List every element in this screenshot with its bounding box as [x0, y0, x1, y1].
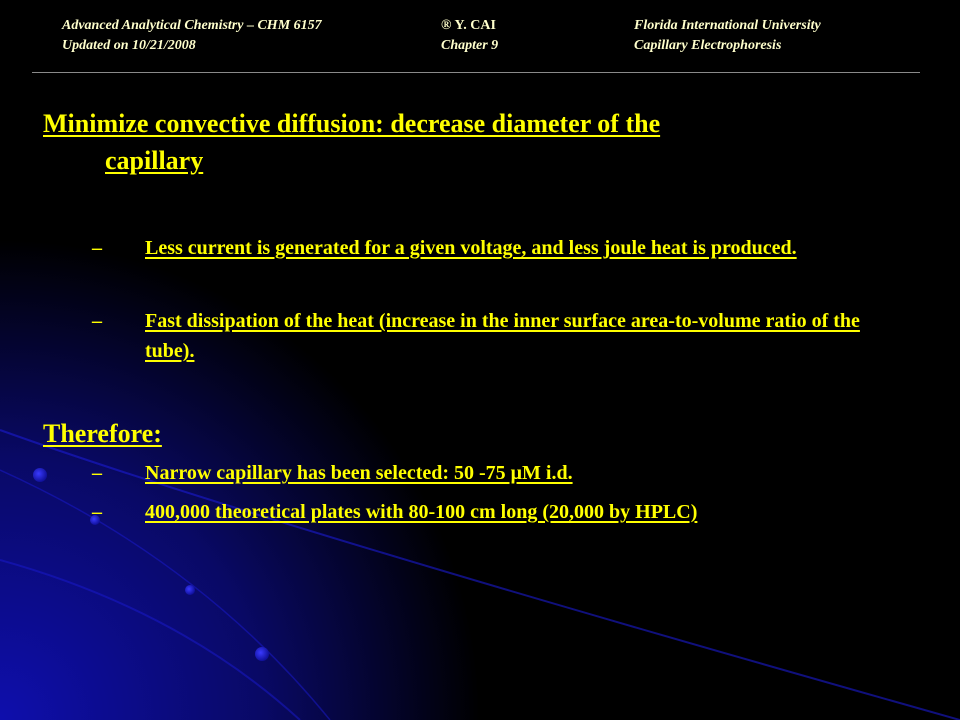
university: Florida International University — [634, 18, 821, 33]
therefore-heading: Therefore: — [43, 419, 162, 448]
bullet-dash: – — [92, 501, 102, 523]
slide-header — [0, 16, 960, 60]
bullet-text: 400,000 theoretical plates with 80-100 cm long (20,000 by HPLC) — [145, 501, 698, 523]
header-course-info — [62, 16, 322, 56]
bullet-dash: – — [92, 310, 102, 332]
bullet-dash: – — [92, 237, 102, 259]
chapter: Chapter 9 — [441, 38, 499, 53]
header-university-info — [634, 16, 821, 56]
decorative-dot — [255, 647, 269, 661]
author: ® Y. CAI — [441, 18, 496, 33]
title-line-1: Minimize convective diffusion: decrease diameter of the — [43, 109, 661, 138]
decorative-dot — [185, 585, 195, 595]
updated-date: Updated on 10/21/2008 — [62, 38, 196, 53]
bullet-text: Narrow capillary has been selected: 50 -75 μM i.d. — [145, 462, 573, 484]
slide-title — [43, 105, 913, 179]
bullet-text: Less current is generated for a given voltage, and less joule heat is produced. — [145, 237, 797, 259]
decorative-dot — [33, 468, 47, 482]
course-title: Advanced Analytical Chemistry – CHM 6157 — [62, 18, 322, 33]
header-author-info — [441, 16, 498, 56]
topic: Capillary Electrophoresis — [634, 38, 782, 53]
header-divider — [32, 72, 920, 73]
bullet-text: Fast dissipation of the heat (increase in the inner surface area-to-volume ratio of the tube). — [145, 310, 860, 362]
bullet-dash: – — [92, 462, 102, 484]
title-line-2: capillary — [105, 146, 204, 175]
